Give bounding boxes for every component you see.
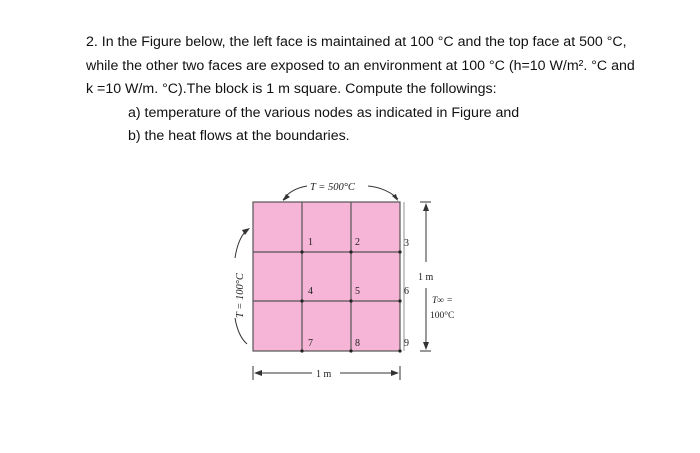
right-size-label: 1 m xyxy=(418,272,434,283)
node-4-label: 4 xyxy=(308,286,313,297)
problem-line-2: while the other two faces are exposed to an environment at 100 °C (h=10 W/m². °C and xyxy=(86,57,635,74)
node-8-label: 8 xyxy=(355,338,360,349)
right-arrowhead-top xyxy=(423,203,429,211)
block-rect xyxy=(253,202,400,351)
problem-line-1: 2. In the Figure below, the left face is maintained at 100 °C and the top face at 500 °C, xyxy=(86,34,627,50)
right-arrowhead-bottom xyxy=(423,342,429,350)
top-temperature-label: T = 500°C xyxy=(310,182,355,193)
node-1-label: 1 xyxy=(308,237,313,248)
bottom-size-label: 1 m xyxy=(316,369,332,380)
node-9-label: 9 xyxy=(404,338,409,349)
ambient-temp-value: 100°C xyxy=(430,311,455,321)
node-3-label: 3 xyxy=(404,238,409,249)
problem-line-3: k =10 W/m. °C).The block is 1 m square. Compute the followings: xyxy=(86,81,497,97)
node-7-label: 7 xyxy=(308,338,313,349)
problem-part-a: a) temperature of the various nodes as indicated in Figure and xyxy=(128,104,520,121)
node-6-label: 6 xyxy=(404,286,409,297)
problem-part-b: b) the heat flows at the boundaries. xyxy=(128,128,350,144)
bottom-arrowhead-right xyxy=(391,370,399,376)
ambient-temp-label: T∞ = xyxy=(432,296,453,306)
top-arrowhead-left xyxy=(283,194,290,201)
node-2-label: 2 xyxy=(355,237,360,248)
left-temperature-label: T = 100°C xyxy=(235,273,246,318)
bottom-arrowhead-left xyxy=(254,370,262,376)
node-5-label: 5 xyxy=(355,286,360,297)
